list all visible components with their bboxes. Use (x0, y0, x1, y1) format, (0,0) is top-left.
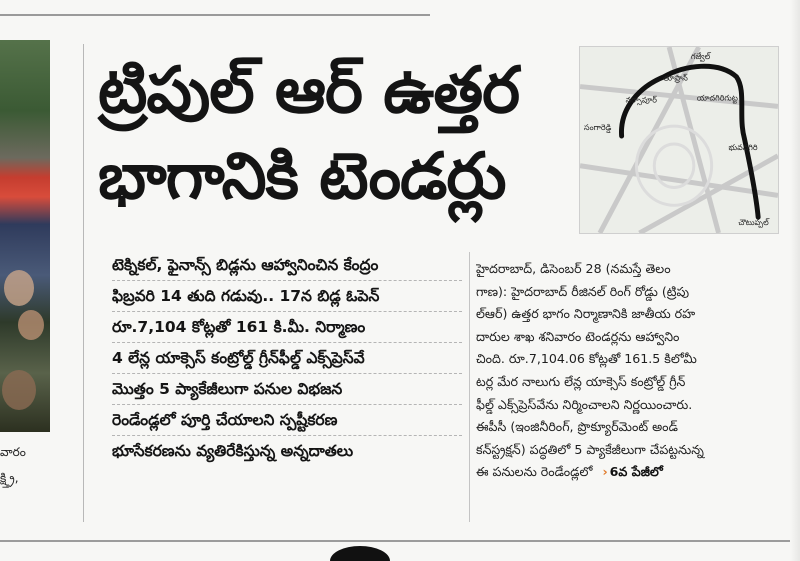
top-divider (0, 14, 430, 16)
map-label-6: భువనగిరి (728, 142, 758, 152)
highlight-item: ఫిబ్రవరి 14 తుది గడువు.. 17న బిడ్ల ఓపెన్ (112, 281, 462, 312)
article-body (476, 258, 780, 484)
continued-on-page-label: 6వ పేజీలో (609, 464, 663, 480)
body-line: చింది. రూ.7,104.06 కోట్లతో 161.5 కిలోమీ (476, 351, 697, 367)
column-divider (83, 44, 84, 522)
highlight-item: మొత్తం 5 ప్యాకేజీలుగా పనుల విభజన (112, 374, 462, 405)
highlight-item: భూసేకరణను వ్యతిరేకిస్తున్న అన్నదాతలు (112, 442, 354, 460)
map-label-5: యాదగిరిగుట్ట (696, 93, 738, 103)
news-photo-crowd (0, 40, 50, 432)
body-line: కన్‌స్ట్రక్షన్) పద్ధతిలో 5 ప్యాకేజీలుగా చేపట్టనున్న (476, 441, 704, 457)
chevron-right-icon: › (602, 464, 608, 480)
highlight-item: రూ.7,104 కోట్లతో 161 కి.మీ. నిర్మాణం (112, 312, 462, 343)
bottom-divider (0, 540, 790, 542)
left-column-text-fragment-1: వారం (0, 445, 26, 459)
headline-line-1: ట్రిపుల్ ఆర్ ఉత్తర (98, 54, 520, 128)
continued-on-page-link[interactable] (602, 461, 662, 484)
left-column-text-fragment-2: క్ష్త్రి, (0, 471, 19, 485)
body-divider (469, 252, 470, 522)
map-graphic (580, 47, 778, 233)
map-label-0: గజ్వేల్ (690, 51, 711, 61)
body-line: ఈపీసీ (ఇంజినీరింగ్, ప్రొక్యూర్‌మెంట్ అండ్ (476, 419, 678, 435)
body-line: టర్ల మేర నాలుగు లేన్ల యాక్సెస్ కంట్రోల్డ్ గ్రీన్ (476, 373, 686, 389)
body-line-text: ఈ పనులను రెండేండ్లలో (476, 464, 593, 480)
body-line: దారుల శాఖ శనివారం టెండర్లను ఆహ్వానిం (476, 328, 680, 344)
highlights-list (112, 250, 462, 467)
map-label-1: తూప్రాన్ (663, 73, 688, 83)
page-edge (790, 0, 800, 561)
body-line-last (476, 461, 780, 484)
rrr-route-map (579, 46, 779, 234)
map-label-3: నర్సాపూర్ (625, 95, 657, 105)
map-label-4: చౌటుప్పల్ (738, 218, 769, 228)
body-line: ల్‌ఆర్) ఉత్తర భాగం నిర్మాణానికి జాతీయ రహ (476, 306, 696, 322)
headline (98, 48, 568, 220)
headline-line-2: భాగానికి టెండర్లు (98, 140, 506, 214)
body-line: ఫీల్డ్ ఎక్స్‌ప్రెస్‌వేను నిర్మించాలని నిర్ణయించారు. (476, 396, 693, 412)
next-article-graphic (330, 546, 390, 561)
body-line: హైదరాబాద్, డిసెంబర్ 28 (నమస్తే తెలం (476, 261, 671, 276)
highlight-item: టెక్నికల్, ఫైనాన్స్ బిడ్లను ఆహ్వానించిన కేంద్రం (112, 250, 462, 281)
map-label-2: సంగారెడ్డి (584, 123, 612, 133)
highlight-item: 4 లేన్ల యాక్సెస్ కంట్రోల్డ్ గ్రీన్‌ఫీల్డ్ ఎక్స్‌ప్రెస్‌వే (112, 343, 462, 374)
highlight-item: రెండేండ్లలో పూర్తి చేయాలని స్పష్టీకరణ (112, 405, 462, 436)
body-line: గాణ): హైదరాబాద్ రీజినల్ రింగ్ రోడ్డు (ట్రిపు (476, 283, 690, 299)
